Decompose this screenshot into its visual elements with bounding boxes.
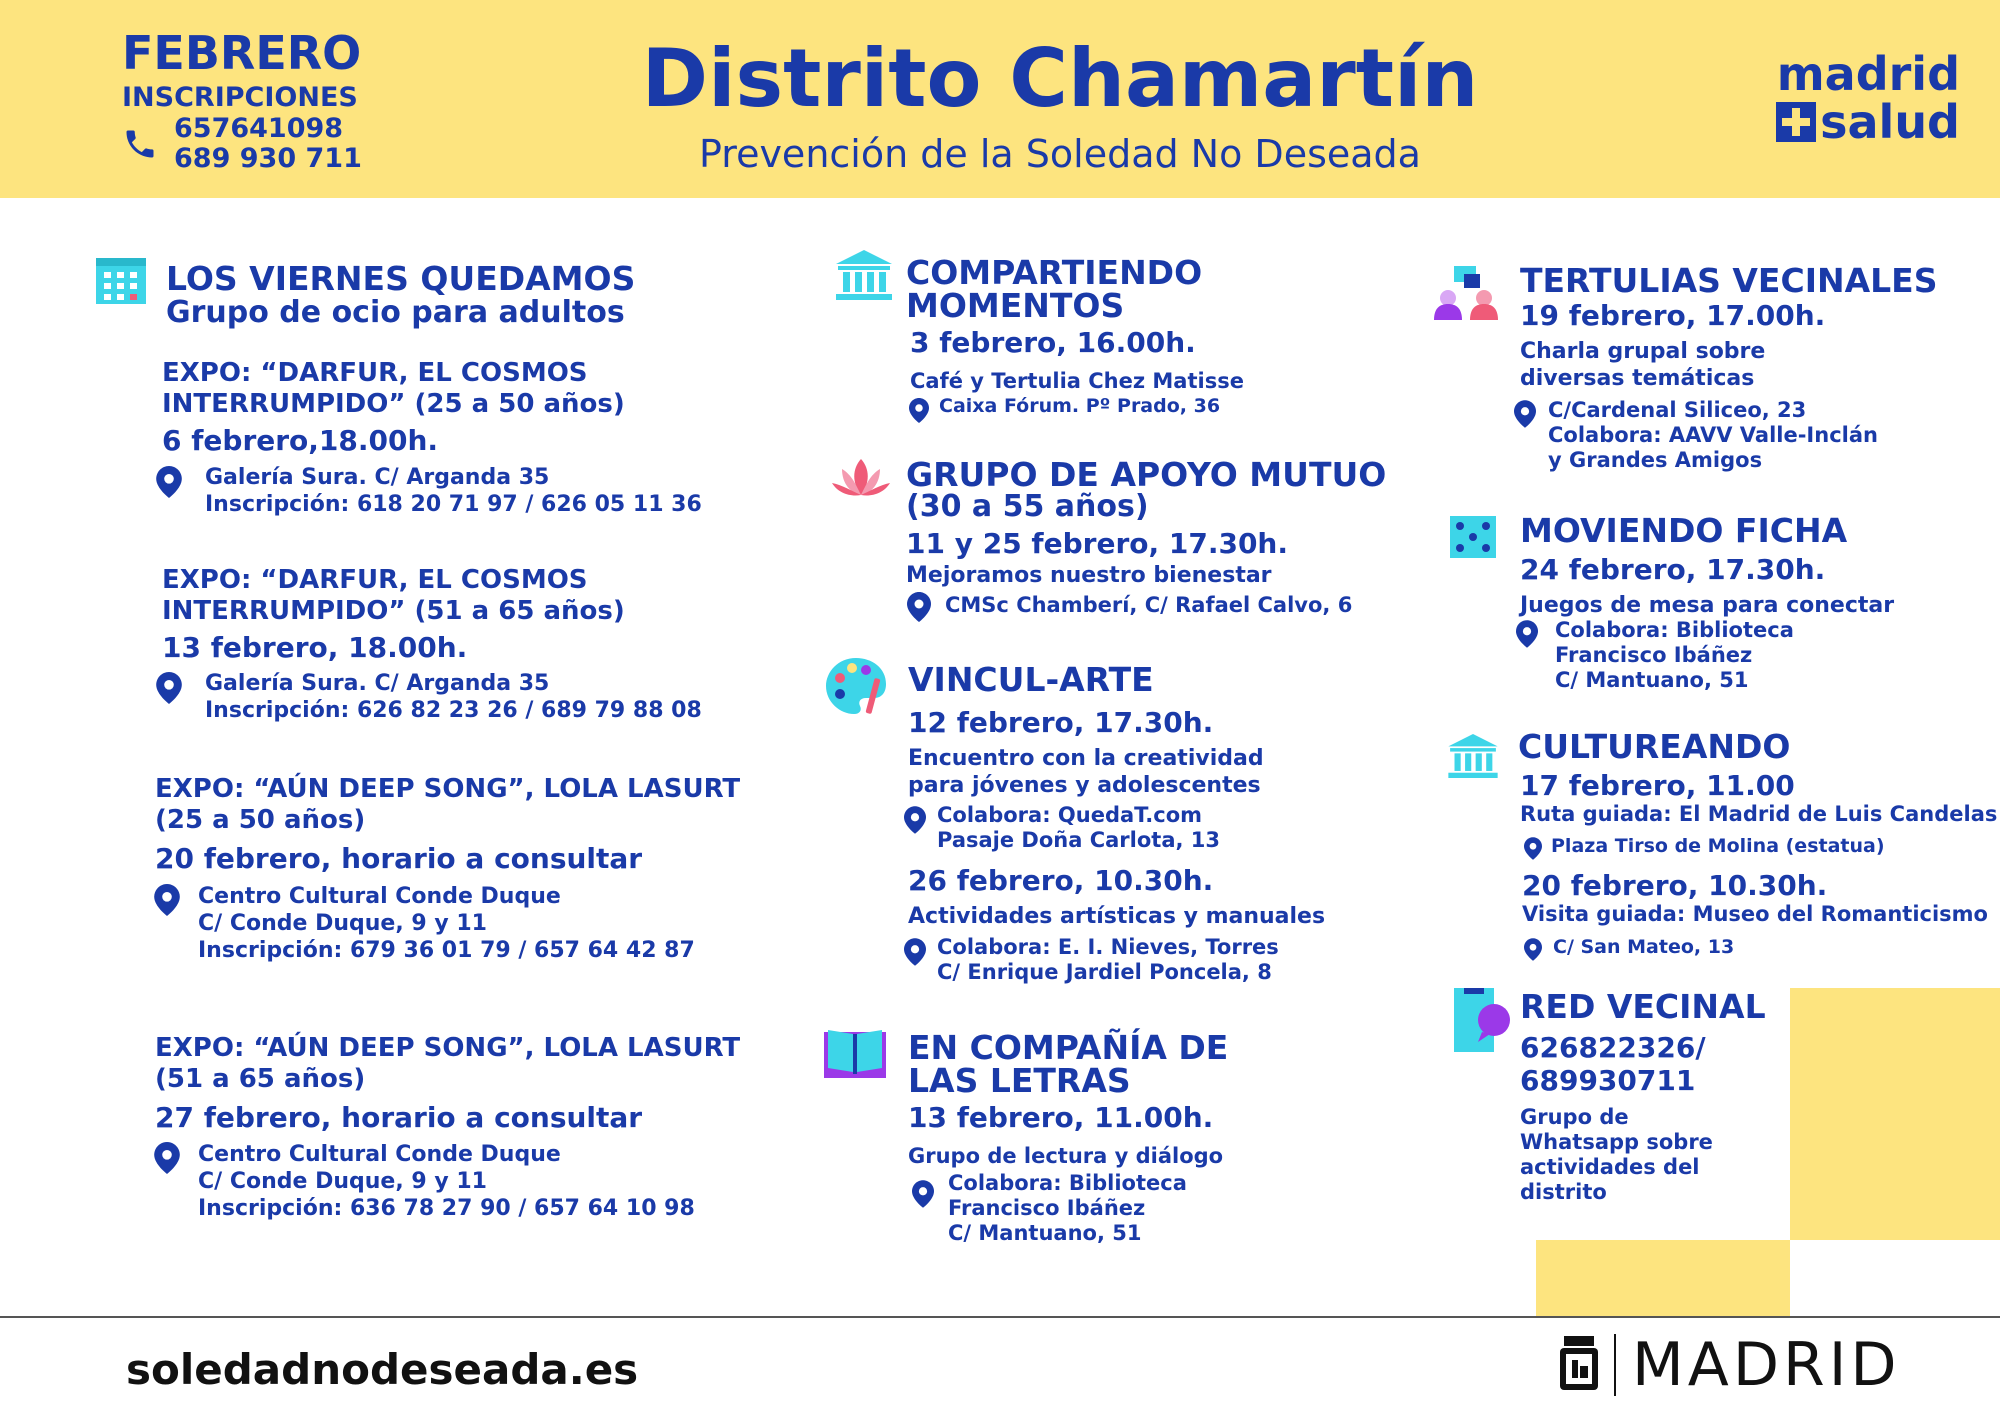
letras-block — [908, 1028, 1229, 1169]
event-desc: Visita guiada: Museo del Romanticismo — [1522, 902, 1988, 926]
event-location: C/ San Mateo, 13 — [1553, 936, 1735, 958]
ficha-title: MOVIENDO FICHA — [1520, 511, 1848, 550]
event-date: 26 febrero, 10.30h. — [908, 864, 1214, 897]
event-darfur-1 — [162, 358, 625, 457]
event-desc: Charla grupal sobre — [1520, 339, 1766, 364]
madrid-wordmark: MADRID — [1632, 1330, 1901, 1400]
whatsapp-phone[interactable]: 626822326/ — [1520, 1031, 1706, 1064]
location-line: Galería Sura. C/ Arganda 35 — [205, 671, 550, 696]
location-line: y Grandes Amigos — [1548, 448, 1763, 472]
vincul-title: VINCUL-ARTE — [908, 660, 1154, 699]
location-pin-icon — [912, 1180, 934, 1208]
event-desc: Actividades artísticas y manuales — [908, 904, 1326, 929]
location-pin-icon — [904, 806, 926, 834]
event-location — [937, 935, 1279, 985]
event-location: Plaza Tirso de Molina (estatua) — [1551, 835, 1885, 857]
event-desc: actividades del — [1520, 1155, 1700, 1179]
event-name: EXPO: “AÚN DEEP SONG”, LOLA LASURT — [155, 774, 741, 804]
event-date: 11 y 25 febrero, 17.30h. — [906, 527, 1289, 560]
event-darfur-2 — [162, 565, 625, 664]
event-location — [1548, 398, 1878, 473]
event-location — [198, 1141, 695, 1222]
event-location: CMSc Chamberí, C/ Rafael Calvo, 6 — [945, 593, 1353, 617]
tertulias-block — [1520, 261, 1938, 392]
event-location — [205, 464, 702, 518]
location-line: Colabora: Biblioteca — [948, 1171, 1187, 1195]
phone-number-2[interactable]: 689 930 711 — [174, 143, 362, 174]
event-name: (25 a 50 años) — [155, 805, 366, 835]
location-line: Inscripción: 636 78 27 90 / 657 64 10 98 — [198, 1196, 695, 1221]
book-icon — [824, 1028, 886, 1078]
location-line: Francisco Ibáñez — [1555, 643, 1753, 667]
ficha-block — [1520, 511, 1895, 619]
month-label: FEBRERO — [122, 26, 362, 80]
event-deepsong-1 — [155, 774, 740, 875]
event-desc: Mejoramos nuestro bienestar — [906, 563, 1272, 588]
vincul-block-2 — [908, 864, 1325, 930]
location-line: Colabora: AAVV Valle-Inclán — [1548, 423, 1878, 447]
compartiendo-block — [906, 253, 1244, 394]
location-pin-icon — [1514, 400, 1536, 428]
event-desc: Café y Tertulia Chez Matisse — [910, 369, 1244, 393]
event-name: (51 a 65 años) — [155, 1064, 366, 1094]
cultureando-block-2 — [1522, 869, 1988, 927]
compartiendo-title: MOMENTOS — [906, 286, 1125, 325]
event-location — [205, 670, 702, 724]
palette-icon — [826, 656, 890, 718]
location-pin-icon — [1524, 837, 1542, 860]
event-name: EXPO: “DARFUR, EL COSMOS — [162, 358, 588, 388]
event-location — [937, 803, 1220, 853]
phone-block — [122, 114, 362, 174]
logo-divider — [1614, 1334, 1616, 1396]
cultureando-title: CULTUREANDO — [1518, 727, 1791, 766]
location-line: Galería Sura. C/ Arganda 35 — [205, 465, 550, 490]
whatsapp-phone[interactable]: 689930711 — [1520, 1064, 1696, 1097]
madrid-crest-icon — [1560, 1336, 1598, 1394]
viernes-subtitle: Grupo de ocio para adultos — [166, 295, 625, 330]
event-name: EXPO: “AÚN DEEP SONG”, LOLA LASURT — [155, 1033, 741, 1063]
location-pin-icon — [154, 1142, 180, 1174]
letras-title: LAS LETRAS — [908, 1061, 1131, 1100]
event-deepsong-2 — [155, 1033, 740, 1134]
location-line: Colabora: E. I. Nieves, Torres — [937, 935, 1279, 959]
museum-icon — [836, 250, 892, 300]
cross-icon — [1776, 102, 1816, 142]
people-chat-icon — [1434, 266, 1498, 320]
location-line: Colabora: QuedaT.com — [937, 803, 1203, 827]
tertulias-title: TERTULIAS VECINALES — [1520, 261, 1938, 300]
event-desc: diversas temáticas — [1520, 366, 1755, 391]
event-date: 27 febrero, horario a consultar — [155, 1101, 643, 1134]
vincul-block — [908, 660, 1264, 799]
event-location: Caixa Fórum. Pº Prado, 36 — [939, 395, 1221, 417]
apoyo-title: GRUPO DE APOYO MUTUO — [906, 455, 1387, 494]
location-line: Centro Cultural Conde Duque — [198, 884, 561, 909]
location-pin-icon — [907, 592, 931, 622]
lotus-icon — [832, 455, 890, 499]
event-location — [948, 1171, 1187, 1246]
event-date: 24 febrero, 17.30h. — [1520, 553, 1826, 586]
brand-line-2: salud — [1820, 95, 1960, 149]
location-pin-icon — [156, 672, 182, 704]
event-date: 13 febrero, 11.00h. — [908, 1101, 1214, 1134]
apoyo-block — [906, 455, 1387, 589]
event-date: 19 febrero, 17.00h. — [1520, 299, 1826, 332]
museum-icon — [1448, 734, 1498, 778]
phone-number-1[interactable]: 657641098 — [174, 113, 344, 144]
page-title: Distrito Chamartín — [641, 32, 1479, 125]
event-desc: Grupo de — [1520, 1105, 1629, 1129]
location-line: Inscripción: 626 82 23 26 / 689 79 88 08 — [205, 698, 702, 723]
cultureando-block — [1518, 727, 1998, 827]
letras-title: EN COMPAÑÍA DE — [908, 1028, 1229, 1067]
footer-divider — [0, 1316, 2000, 1318]
inscripciones-label: INSCRIPCIONES — [122, 82, 358, 113]
whatsapp-chat-icon — [1454, 988, 1510, 1054]
location-line: Francisco Ibáñez — [948, 1196, 1146, 1220]
location-pin-icon — [1524, 938, 1542, 961]
event-desc: Grupo de lectura y diálogo — [908, 1144, 1224, 1168]
location-line: Centro Cultural Conde Duque — [198, 1142, 561, 1167]
event-desc: Ruta guiada: El Madrid de Luis Candelas — [1520, 802, 1998, 826]
event-desc: Encuentro con la creatividad — [908, 746, 1264, 771]
location-line: Pasaje Doña Carlota, 13 — [937, 828, 1220, 852]
location-line: C/Cardenal Siliceo, 23 — [1548, 398, 1807, 422]
event-name: INTERRUMPIDO” (25 a 50 años) — [162, 389, 625, 419]
event-desc: para jóvenes y adolescentes — [908, 773, 1261, 798]
location-line: C/ Conde Duque, 9 y 11 — [198, 911, 487, 936]
yellow-accent-block — [1790, 988, 2000, 1240]
event-date: 20 febrero, 10.30h. — [1522, 869, 1828, 902]
dice-icon — [1450, 516, 1496, 558]
event-date: 13 febrero, 18.00h. — [162, 631, 468, 664]
brand-line-1: madrid — [1776, 47, 1960, 101]
location-line: Inscripción: 618 20 71 97 / 626 05 11 36 — [205, 492, 702, 517]
event-name: EXPO: “DARFUR, EL COSMOS — [162, 565, 588, 595]
event-location — [1555, 618, 1794, 693]
madrid-city-logo — [1560, 1330, 1901, 1400]
location-pin-icon — [904, 938, 926, 966]
website-link[interactable]: soledadnodeseada.es — [126, 1345, 639, 1394]
location-pin-icon — [154, 884, 180, 916]
location-line: Inscripción: 679 36 01 79 / 657 64 42 87 — [198, 938, 695, 963]
compartiendo-title: COMPARTIENDO — [906, 253, 1203, 292]
page-subtitle: Prevención de la Soledad No Deseada — [699, 132, 1421, 176]
location-line: C/ Enrique Jardiel Poncela, 8 — [937, 960, 1272, 984]
phone-icon — [122, 126, 158, 162]
event-desc: Juegos de mesa para conectar — [1520, 593, 1895, 618]
apoyo-subtitle: (30 a 55 años) — [906, 489, 1149, 524]
event-location — [198, 883, 695, 964]
yellow-accent-block — [1536, 1240, 1790, 1316]
calendar-icon — [96, 258, 146, 304]
event-date: 17 febrero, 11.00 — [1520, 769, 1795, 802]
header-contact — [122, 26, 362, 174]
location-pin-icon — [156, 466, 182, 498]
event-desc: distrito — [1520, 1180, 1607, 1204]
event-date: 20 febrero, horario a consultar — [155, 842, 643, 875]
location-line: C/ Mantuano, 51 — [1555, 668, 1749, 692]
event-date: 12 febrero, 17.30h. — [908, 706, 1214, 739]
red-vecinal-block — [1520, 987, 1766, 1205]
location-line: C/ Mantuano, 51 — [948, 1221, 1142, 1245]
viernes-title: LOS VIERNES QUEDAMOS — [166, 259, 636, 298]
event-name: INTERRUMPIDO” (51 a 65 años) — [162, 596, 625, 626]
location-pin-icon — [1516, 620, 1538, 648]
location-line: Colabora: Biblioteca — [1555, 618, 1794, 642]
madrid-salud-logo — [1760, 47, 1960, 149]
event-desc: Whatsapp sobre — [1520, 1130, 1713, 1154]
red-vecinal-title: RED VECINAL — [1520, 987, 1766, 1026]
location-line: C/ Conde Duque, 9 y 11 — [198, 1169, 487, 1194]
location-pin-icon — [909, 398, 929, 423]
event-date: 3 febrero, 16.00h. — [910, 326, 1196, 359]
event-date: 6 febrero,18.00h. — [162, 424, 439, 457]
